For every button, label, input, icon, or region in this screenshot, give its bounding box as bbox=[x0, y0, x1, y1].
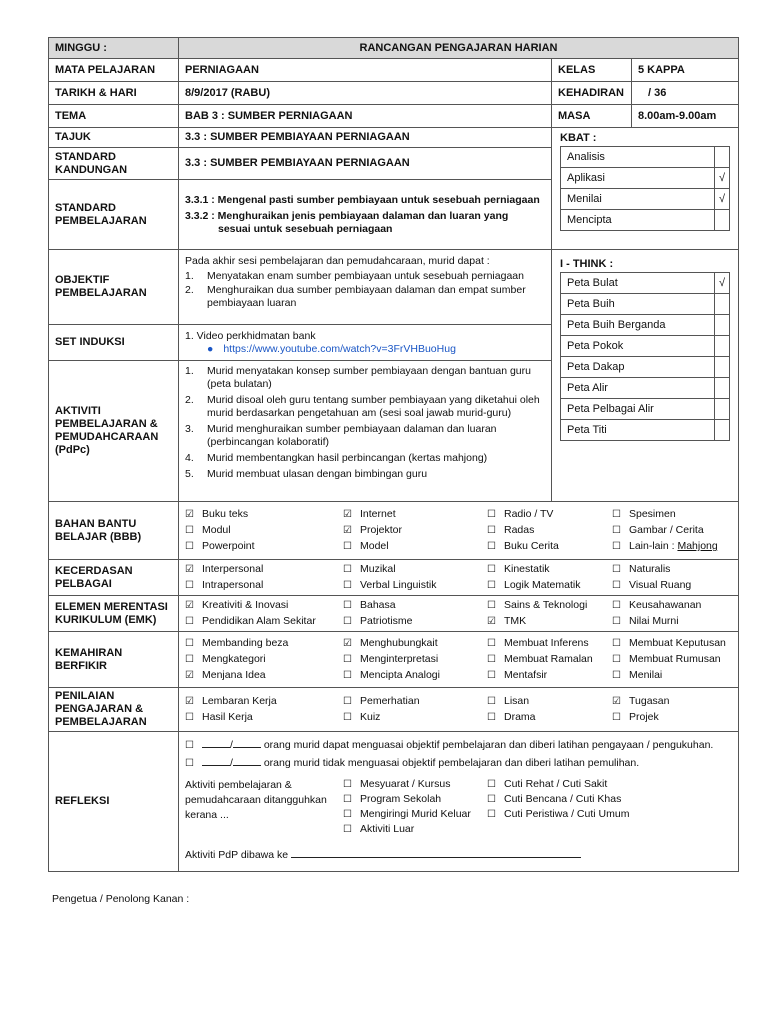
checkbox-label: Hasil Kerja bbox=[202, 711, 253, 723]
kelas-value: 5 KAPPA bbox=[632, 59, 739, 82]
checkbox-label: Menginterpretasi bbox=[360, 653, 439, 665]
checkbox-label: Nilai Murni bbox=[629, 615, 679, 627]
kbat-item-label: Mencipta bbox=[561, 210, 715, 231]
tarikh-value: 8/9/2017 (RABU) bbox=[179, 82, 552, 105]
ithink-item-label: Peta Pelbagai Alir bbox=[561, 399, 715, 420]
checkbox-icon[interactable]: ☐ bbox=[612, 638, 621, 649]
ithink-item-label: Peta Bulat bbox=[561, 273, 715, 294]
emk-content bbox=[179, 596, 739, 632]
checkbox-icon[interactable]: ☐ bbox=[487, 564, 496, 575]
ithink-table bbox=[560, 272, 730, 441]
set-induksi-content bbox=[179, 325, 552, 361]
checkbox-label: Radas bbox=[504, 524, 535, 536]
checkbox-item[interactable] bbox=[612, 695, 739, 708]
checkbox-label: Internet bbox=[360, 508, 396, 520]
checkbox-icon[interactable]: ☐ bbox=[487, 509, 496, 520]
checkbox-icon[interactable]: ☐ bbox=[612, 616, 621, 627]
checkbox-icon[interactable]: ☐ bbox=[185, 740, 194, 751]
checkbox-item[interactable] bbox=[343, 579, 487, 592]
checkbox-item[interactable] bbox=[185, 579, 343, 592]
checkbox-label: Lain-lain : bbox=[629, 540, 678, 552]
kbat-item-label: Aplikasi bbox=[561, 168, 715, 189]
ithink-item-tick bbox=[715, 378, 730, 399]
tajuk-value: 3.3 : SUMBER PEMBIAYAAN PERNIAGAAN bbox=[179, 128, 552, 148]
checkbox-item[interactable] bbox=[185, 669, 343, 682]
list-item: 1. Murid menyatakan konsep sumber pembiayaan dengan bantuan guru (peta bulatan) bbox=[185, 365, 531, 390]
checkbox-label: Patriotisme bbox=[360, 615, 413, 627]
bbb-content bbox=[179, 502, 739, 560]
objektif-list bbox=[185, 270, 545, 310]
checkbox-icon[interactable]: ☐ bbox=[612, 670, 621, 681]
checkbox-label: Spesimen bbox=[629, 508, 676, 520]
checkbox-item[interactable] bbox=[487, 653, 612, 666]
checkbox-icon[interactable]: ☐ bbox=[343, 712, 352, 723]
checkbox-item[interactable] bbox=[185, 540, 343, 553]
checkbox-icon[interactable]: ☐ bbox=[343, 654, 352, 665]
checkbox-icon[interactable]: ☐ bbox=[487, 670, 496, 681]
checkbox-item[interactable] bbox=[612, 508, 739, 521]
checkbox-icon[interactable]: ☐ bbox=[343, 809, 352, 820]
checkbox-label: Membuat Inferens bbox=[504, 637, 589, 649]
tema-value: BAB 3 : SUMBER PERNIAGAAN bbox=[179, 105, 552, 128]
checkbox-icon[interactable]: ☐ bbox=[612, 541, 621, 552]
kemahiran-content bbox=[179, 632, 739, 688]
ithink-item-label: Peta Alir bbox=[561, 378, 715, 399]
blank-line[interactable] bbox=[233, 756, 261, 766]
penilaian-label: PENILAIAN PENGAJARAN & PEMBELAJARAN bbox=[49, 688, 179, 732]
checkbox-item[interactable] bbox=[343, 615, 487, 628]
checkbox-item[interactable] bbox=[185, 653, 343, 666]
list-item: 2. Murid disoal oleh guru tentang sumber pembiayaan yang diketahui oleh murid berdasarkan pengetahuan am (sesi soal jawab murid-guru) bbox=[185, 394, 540, 419]
tangguh-col-3: ☐ Cuti Rehat / Cuti Sakit ☐ Cuti Bencana / Cuti Khas ☐ Cuti Peristiwa / Cuti Umum bbox=[487, 778, 630, 820]
checkbox-label: Mencipta Analogi bbox=[360, 669, 440, 681]
checkbox-label: Logik Matematik bbox=[504, 579, 581, 591]
ithink-item-label: Peta Titi bbox=[561, 420, 715, 441]
ithink-item-label: Peta Dakap bbox=[561, 357, 715, 378]
checkbox-item[interactable] bbox=[343, 540, 487, 553]
checkbox-label: Tugasan bbox=[629, 695, 670, 707]
list-item: 5. Murid membuat ulasan dengan bimbingan guru bbox=[185, 468, 428, 480]
checkbox-icon[interactable]: ☐ bbox=[343, 616, 352, 627]
checkbox-item[interactable] bbox=[487, 599, 612, 612]
checkbox-icon[interactable]: ☐ bbox=[612, 564, 621, 575]
checkbox-icon[interactable]: ☐ bbox=[612, 580, 621, 591]
checkbox-item[interactable] bbox=[612, 524, 739, 537]
checkbox-item[interactable] bbox=[487, 524, 612, 537]
list-item: 1. Menyatakan enam sumber pembiayaan untuk sesebuah perniagaan bbox=[185, 270, 524, 282]
checkbox-item[interactable] bbox=[343, 637, 487, 650]
video-link[interactable]: https://www.youtube.com/watch?v=3FrVHBuoHug bbox=[223, 342, 456, 355]
ithink-item-label: Peta Pokok bbox=[561, 336, 715, 357]
checkbox-icon[interactable]: ☐ bbox=[185, 525, 194, 536]
checkbox-icon[interactable]: ☐ bbox=[487, 638, 496, 649]
checkbox-item[interactable] bbox=[343, 508, 487, 521]
objektif-label: OBJEKTIF PEMBELAJARAN bbox=[49, 250, 179, 325]
checkbox-item[interactable] bbox=[487, 711, 612, 724]
checkbox-label: Bahasa bbox=[360, 599, 396, 611]
checkbox-item[interactable] bbox=[487, 669, 612, 682]
kbat-title: KBAT : bbox=[560, 132, 597, 144]
checkbox-icon[interactable]: ☐ bbox=[487, 600, 496, 611]
checkbox-item[interactable] bbox=[612, 711, 739, 724]
checkbox-icon[interactable]: ☐ bbox=[185, 654, 194, 665]
checkbox-icon[interactable]: ☐ bbox=[487, 809, 496, 820]
standard-kandungan-label: STANDARD KANDUNGAN bbox=[49, 148, 179, 180]
page-title: RANCANGAN PENGAJARAN HARIAN bbox=[179, 38, 739, 59]
checkbox-item[interactable] bbox=[343, 695, 487, 708]
kelas-label: KELAS bbox=[552, 59, 632, 82]
checkbox-item[interactable] bbox=[612, 563, 739, 576]
checkbox-item[interactable] bbox=[343, 653, 487, 666]
checkbox-label: Membanding beza bbox=[202, 637, 289, 649]
checkbox-label: Interpersonal bbox=[202, 563, 264, 575]
checkbox-label: Projek bbox=[629, 711, 659, 723]
checkbox-icon[interactable]: ☐ bbox=[612, 654, 621, 665]
ithink-item-tick bbox=[715, 399, 730, 420]
checkbox-item[interactable] bbox=[343, 669, 487, 682]
checkbox-label: Gambar / Cerita bbox=[629, 524, 704, 536]
blank-line[interactable] bbox=[202, 738, 230, 748]
checkbox-item[interactable] bbox=[612, 653, 739, 666]
checked-box-icon[interactable]: ☑ bbox=[487, 616, 496, 627]
checkbox-icon[interactable]: ☐ bbox=[343, 824, 352, 835]
checked-box-icon[interactable]: ☑ bbox=[343, 638, 352, 649]
ithink-item-label: Peta Buih bbox=[561, 294, 715, 315]
bullet-icon: ● bbox=[207, 342, 214, 355]
checkbox-icon[interactable]: ☐ bbox=[487, 580, 496, 591]
tajuk-label: TAJUK bbox=[49, 128, 179, 148]
sp-item-1: 3.3.1 : Mengenal pasti sumber pembiayaan untuk sesebuah perniagaan bbox=[185, 193, 540, 206]
checkbox-label: Keusahawanan bbox=[629, 599, 702, 611]
checkbox-item[interactable] bbox=[343, 599, 487, 612]
dibawa-blank[interactable] bbox=[291, 848, 581, 858]
checkbox-label: Buku teks bbox=[202, 508, 249, 520]
checkbox-item[interactable] bbox=[185, 615, 343, 628]
refleksi-content bbox=[179, 732, 739, 872]
checkbox-label: Lisan bbox=[504, 695, 530, 707]
kbat-item-label: Analisis bbox=[561, 147, 715, 168]
refleksi-line-1: ☐ / orang murid dapat menguasai objektif pembelajaran dan diberi latihan pengayaan / pengukuhan. bbox=[185, 739, 714, 751]
list-item: 4. Murid membentangkan hasil perbincangan (kertas mahjong) bbox=[185, 452, 488, 464]
checkbox-item[interactable] bbox=[487, 695, 612, 708]
checkbox-label: Kuiz bbox=[360, 711, 381, 723]
kemahiran-grid bbox=[185, 637, 732, 682]
aktiviti-label: AKTIVITI PEMBELAJARAN & PEMUDAHCARAAN (PdPc) bbox=[49, 361, 179, 502]
checkbox-icon[interactable]: ☐ bbox=[487, 654, 496, 665]
checkbox-label: Lembaran Kerja bbox=[202, 695, 277, 707]
kbat-table bbox=[560, 146, 730, 231]
checkbox-label: Naturalis bbox=[629, 563, 671, 575]
checkbox-icon[interactable]: ☐ bbox=[343, 696, 352, 707]
dibawa-line: Aktiviti PdP dibawa ke bbox=[185, 848, 732, 862]
checkbox-icon[interactable]: ☐ bbox=[343, 779, 352, 790]
checkbox-icon[interactable]: ☐ bbox=[185, 616, 194, 627]
checkbox-icon[interactable]: ☐ bbox=[612, 509, 621, 520]
checkbox-icon[interactable]: ☐ bbox=[185, 541, 194, 552]
checkbox-icon[interactable]: ☐ bbox=[343, 670, 352, 681]
objektif-intro: Pada akhir sesi pembelajaran dan pemudahcaraan, murid dapat : bbox=[185, 255, 490, 267]
checkbox-label: Menilai bbox=[629, 669, 663, 681]
checkbox-item[interactable] bbox=[185, 508, 343, 521]
checkbox-label: Verbal Linguistik bbox=[360, 579, 437, 591]
standard-pembelajaran-value bbox=[179, 180, 552, 250]
checkbox-item[interactable] bbox=[612, 599, 739, 612]
kecerdasan-label: KECERDASAN PELBAGAI bbox=[49, 560, 179, 596]
masa-label: MASA bbox=[552, 105, 632, 128]
ithink-panel bbox=[552, 250, 739, 502]
checkbox-label: Menjana Idea bbox=[202, 669, 266, 681]
checkbox-item[interactable] bbox=[487, 540, 612, 553]
ithink-title: I - THINK : bbox=[560, 258, 614, 270]
blank-line[interactable] bbox=[233, 738, 261, 748]
ithink-item-tick bbox=[715, 315, 730, 336]
checkbox-item[interactable] bbox=[612, 637, 739, 650]
checkbox-label: Pemerhatian bbox=[360, 695, 420, 707]
checkbox-item[interactable] bbox=[185, 599, 343, 612]
checked-box-icon[interactable]: ☑ bbox=[185, 696, 194, 707]
list-item: 2. Menghuraikan dua sumber pembiayaan dalaman dan empat sumber pembiayaan luaran bbox=[185, 284, 526, 309]
checkbox-icon[interactable]: ☐ bbox=[487, 779, 496, 790]
checkbox-item[interactable] bbox=[343, 563, 487, 576]
kbat-panel bbox=[552, 128, 739, 250]
checkbox-label: Visual Ruang bbox=[629, 579, 692, 591]
checkbox-label: Sains & Teknologi bbox=[504, 599, 588, 611]
checkbox-label: Buku Cerita bbox=[504, 540, 559, 552]
kbat-item-tick bbox=[715, 147, 730, 168]
checkbox-item[interactable] bbox=[612, 579, 739, 592]
standard-kandungan-value: 3.3 : SUMBER PEMBIAYAAN PERNIAGAAN bbox=[179, 148, 552, 180]
masa-value: 8.00am-9.00am bbox=[632, 105, 739, 128]
checked-box-icon[interactable]: ☑ bbox=[185, 600, 194, 611]
checkbox-item[interactable] bbox=[612, 540, 739, 553]
checkbox-icon[interactable]: ☐ bbox=[185, 580, 194, 591]
checkbox-item[interactable] bbox=[487, 508, 612, 521]
refleksi-label: REFLEKSI bbox=[49, 732, 179, 872]
kbat-item-tick: √ bbox=[715, 189, 730, 210]
kbat-item-tick bbox=[715, 210, 730, 231]
bbb-label: BAHAN BANTU BELAJAR (BBB) bbox=[49, 502, 179, 560]
checkbox-item[interactable] bbox=[343, 711, 487, 724]
checked-box-icon[interactable]: ☑ bbox=[185, 509, 194, 520]
kehadiran-label: KEHADIRAN bbox=[552, 82, 632, 105]
checkbox-item[interactable] bbox=[612, 669, 739, 682]
checkbox-label: Radio / TV bbox=[504, 508, 554, 520]
checkbox-label: Kreativiti & Inovasi bbox=[202, 599, 289, 611]
checkbox-icon[interactable]: ☐ bbox=[343, 580, 352, 591]
kecerdasan-content bbox=[179, 560, 739, 596]
checkbox-item[interactable] bbox=[185, 695, 343, 708]
checkbox-icon[interactable]: ☐ bbox=[343, 564, 352, 575]
kemahiran-label: KEMAHIRAN BERFIKIR bbox=[49, 632, 179, 688]
tangguh-text: Aktiviti pembelajaran & pemudahcaraan ditangguhkan kerana ... bbox=[185, 779, 327, 821]
ithink-item-tick bbox=[715, 357, 730, 378]
tarikh-label: TARIKH & HARI bbox=[49, 82, 179, 105]
emk-label: ELEMEN MERENTASI KURIKULUM (EMK) bbox=[49, 596, 179, 632]
checkbox-label: Pendidikan Alam Sekitar bbox=[202, 615, 316, 627]
checkbox-item[interactable] bbox=[185, 711, 343, 724]
checkbox-extra: Mahjong bbox=[677, 540, 718, 552]
checkbox-icon[interactable]: ☐ bbox=[487, 712, 496, 723]
aktiviti-content bbox=[179, 361, 552, 502]
checkbox-icon[interactable]: ☐ bbox=[185, 758, 194, 769]
checked-box-icon[interactable]: ☑ bbox=[185, 670, 194, 681]
footer-signature: Pengetua / Penolong Kanan : bbox=[52, 893, 190, 905]
checked-box-icon[interactable]: ☑ bbox=[343, 525, 352, 536]
checkbox-icon[interactable]: ☐ bbox=[612, 600, 621, 611]
kbat-item-tick: √ bbox=[715, 168, 730, 189]
kecerdasan-grid bbox=[185, 563, 732, 592]
checkbox-item[interactable] bbox=[487, 637, 612, 650]
ithink-item-label: Peta Buih Berganda bbox=[561, 315, 715, 336]
checkbox-icon[interactable]: ☐ bbox=[185, 638, 194, 649]
checkbox-item[interactable] bbox=[487, 579, 612, 592]
refleksi-line-2: ☐ / orang murid tidak menguasai objektif pembelajaran dan diberi latihan pemulihan. bbox=[185, 757, 640, 769]
tangguh-col-2: ☐ Mesyuarat / Kursus ☐ Program Sekolah ☐ Mengiringi Murid Keluar ☐ Aktiviti Luar bbox=[343, 778, 471, 835]
mata-pelajaran-label: MATA PELAJARAN bbox=[49, 59, 179, 82]
checkbox-label: Model bbox=[360, 540, 389, 552]
checkbox-label: Muzikal bbox=[360, 563, 396, 575]
checkbox-label: Membuat Ramalan bbox=[504, 653, 593, 665]
checkbox-label: Modul bbox=[202, 524, 231, 536]
checkbox-icon[interactable]: ☐ bbox=[185, 712, 194, 723]
blank-line[interactable] bbox=[202, 756, 230, 766]
checkbox-item[interactable] bbox=[487, 615, 612, 628]
set-induksi-item: 1. Video perkhidmatan bank bbox=[185, 329, 316, 342]
checkbox-item[interactable] bbox=[343, 524, 487, 537]
ithink-item-tick bbox=[715, 420, 730, 441]
penilaian-grid bbox=[185, 695, 732, 724]
checkbox-icon[interactable]: ☐ bbox=[612, 712, 621, 723]
objektif-content bbox=[179, 250, 552, 325]
kbat-item-label: Menilai bbox=[561, 189, 715, 210]
checkbox-icon[interactable]: ☐ bbox=[612, 525, 621, 536]
rph-sheet bbox=[48, 37, 738, 872]
checkbox-label: Intrapersonal bbox=[202, 579, 264, 591]
checkbox-label: Projektor bbox=[360, 524, 403, 536]
checkbox-label: Mengkategori bbox=[202, 653, 266, 665]
checkbox-label: TMK bbox=[504, 615, 527, 627]
checkbox-icon[interactable]: ☐ bbox=[343, 541, 352, 552]
ithink-item-tick: √ bbox=[715, 273, 730, 294]
ithink-item-tick bbox=[715, 336, 730, 357]
list-item: 3. Murid menghuraikan sumber pembiayaan dalaman dan luaran (perbincangan kolaboratif) bbox=[185, 423, 497, 448]
refleksi-tangguh bbox=[185, 778, 732, 836]
checkbox-item[interactable] bbox=[487, 563, 612, 576]
mata-pelajaran-value: PERNIAGAAN bbox=[179, 59, 552, 82]
kehadiran-value: / 36 bbox=[632, 82, 739, 105]
bbb-grid bbox=[185, 508, 732, 553]
checkbox-item[interactable] bbox=[185, 524, 343, 537]
checkbox-item[interactable] bbox=[612, 615, 739, 628]
checkbox-label: Membuat Rumusan bbox=[629, 653, 721, 665]
standard-pembelajaran-label: STANDARD PEMBELAJARAN bbox=[49, 180, 179, 250]
checkbox-icon[interactable]: ☐ bbox=[343, 794, 352, 805]
aktiviti-list bbox=[185, 365, 545, 481]
checkbox-label: Menghubungkait bbox=[360, 637, 438, 649]
emk-grid bbox=[185, 599, 732, 628]
checkbox-icon[interactable]: ☐ bbox=[343, 600, 352, 611]
checked-box-icon[interactable]: ☑ bbox=[185, 564, 194, 575]
sp-item-2a: 3.3.2 : Menghuraikan jenis pembiayaan dalaman dan luaran yang bbox=[185, 209, 509, 222]
checked-box-icon[interactable]: ☑ bbox=[612, 696, 621, 707]
checkbox-icon[interactable]: ☐ bbox=[487, 794, 496, 805]
checkbox-label: Kinestatik bbox=[504, 563, 550, 575]
sp-item-2b: sesuai untuk sesebuah perniagaan bbox=[218, 222, 393, 235]
minggu-label: MINGGU : bbox=[49, 38, 179, 59]
checkbox-icon[interactable]: ☐ bbox=[487, 525, 496, 536]
penilaian-content bbox=[179, 688, 739, 732]
checkbox-label: Drama bbox=[504, 711, 536, 723]
checked-box-icon[interactable]: ☑ bbox=[343, 509, 352, 520]
checkbox-item[interactable] bbox=[185, 563, 343, 576]
tema-label: TEMA bbox=[49, 105, 179, 128]
checkbox-item[interactable] bbox=[185, 637, 343, 650]
checkbox-label: Mentafsir bbox=[504, 669, 548, 681]
ithink-item-tick bbox=[715, 294, 730, 315]
checkbox-icon[interactable]: ☐ bbox=[487, 696, 496, 707]
checkbox-label: Membuat Keputusan bbox=[629, 637, 726, 649]
rph-table bbox=[48, 37, 739, 872]
checkbox-icon[interactable]: ☐ bbox=[487, 541, 496, 552]
set-induksi-label: SET INDUKSI bbox=[49, 325, 179, 361]
checkbox-label: Powerpoint bbox=[202, 540, 255, 552]
